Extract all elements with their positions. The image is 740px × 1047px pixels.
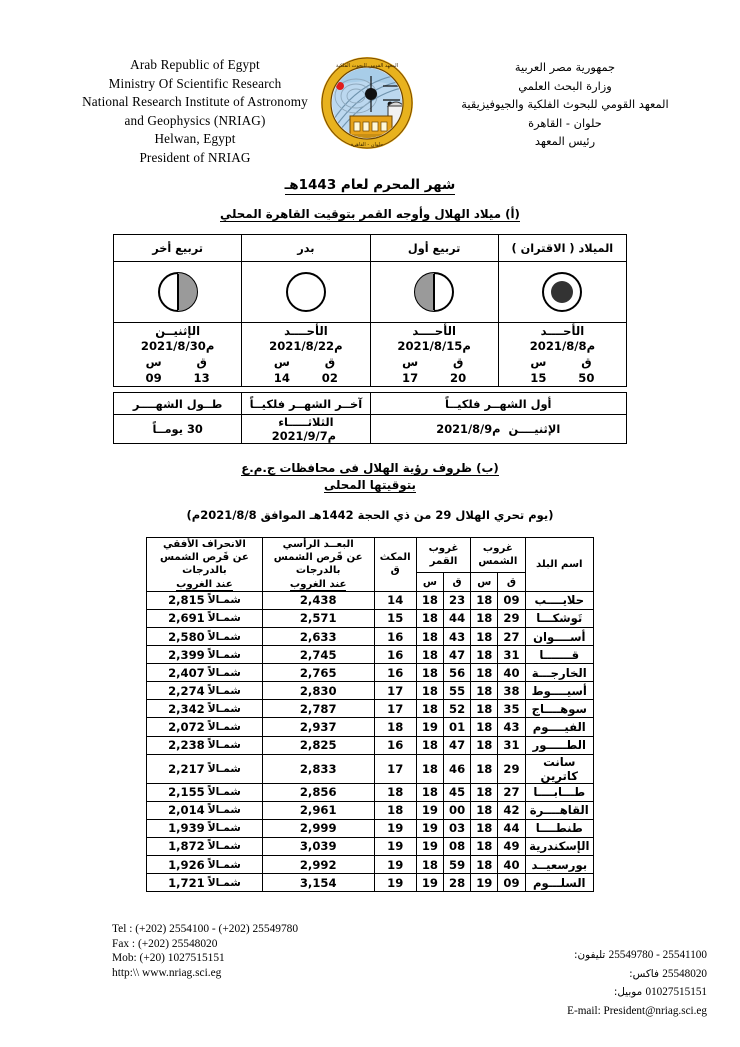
table-row bbox=[147, 646, 594, 664]
cell-city: الخارجـــة bbox=[525, 664, 593, 682]
header-arabic-block bbox=[430, 58, 700, 151]
cell-sunset-hour: 18 bbox=[471, 664, 498, 682]
cell-sunset-minute: 09 bbox=[498, 874, 525, 892]
phase-header-cell: الميلاد ( الاقتران ) bbox=[498, 235, 626, 262]
phase-date-cell bbox=[114, 323, 242, 387]
cell-moonset-hour: 18 bbox=[416, 628, 443, 646]
phase-hour: 09 bbox=[145, 371, 162, 385]
cell-moonset-hour: 18 bbox=[416, 682, 443, 700]
header-vertical-l4: عند الغروب bbox=[289, 578, 347, 590]
month-end-day: الثلاثـــــاء bbox=[278, 415, 334, 429]
cell-sunset-minute: 35 bbox=[498, 700, 525, 718]
table-row bbox=[147, 682, 594, 700]
header-ar-line: رئيس المعهد bbox=[534, 134, 596, 148]
cell-sunset-minute: 09 bbox=[498, 591, 525, 609]
section-a-title bbox=[0, 207, 740, 221]
footer-mob-ar-value: 01027515151 bbox=[645, 986, 707, 998]
cell-sunset-minute: 31 bbox=[498, 736, 525, 754]
cell-mokth: 19 bbox=[374, 874, 416, 892]
phase-minute: 20 bbox=[450, 371, 467, 385]
section-b-title-line2: بتوقيتها المحلى bbox=[324, 478, 416, 492]
cell-moonset-minute: 47 bbox=[444, 736, 471, 754]
last-quarter-moon-icon bbox=[158, 272, 198, 312]
cell-city: القاهــــرة bbox=[525, 801, 593, 819]
cell-horizontal-deviation: شمـالاً 2,072 bbox=[147, 718, 263, 736]
month-end-date: 2021/9/7م bbox=[271, 429, 336, 443]
footer-contact-arabic bbox=[567, 946, 707, 1020]
cell-sunset-hour: 18 bbox=[471, 736, 498, 754]
minute-label: ق bbox=[581, 355, 592, 369]
cell-vertical-distance: 2,571 bbox=[262, 609, 374, 627]
header-en-line: National Research Institute of Astronomy bbox=[82, 94, 308, 109]
section-b-subtitle: (يوم تحري الهلال 29 من ذي الحجة 1442هـ الموافق 2021/8/8م) bbox=[186, 508, 554, 522]
minute-label: ق bbox=[324, 355, 336, 369]
table-row bbox=[147, 628, 594, 646]
cell-city: سانت كاترين bbox=[525, 754, 593, 783]
hour-label: س bbox=[530, 355, 547, 369]
cell-moonset-minute: 44 bbox=[444, 609, 471, 627]
cell-city: أسيــــوط bbox=[525, 682, 593, 700]
cell-horizontal-deviation: شمـالاً 2,815 bbox=[147, 591, 263, 609]
cell-vertical-distance: 2,633 bbox=[262, 628, 374, 646]
header-en-line: and Geophysics (NRIAG) bbox=[124, 112, 266, 128]
phase-dayname: الأحــــد bbox=[412, 324, 456, 338]
header-en-line: Ministry Of Scientific Research bbox=[108, 75, 282, 91]
month-info-table bbox=[113, 392, 627, 444]
moon-phases-table bbox=[113, 234, 627, 387]
phase-dayname: الإثنيــن bbox=[155, 324, 201, 338]
cell-sunset-hour: 18 bbox=[471, 682, 498, 700]
hour-label: س bbox=[402, 355, 419, 369]
header-moonset-hour: س bbox=[416, 573, 443, 591]
cell-sunset-hour: 18 bbox=[471, 754, 498, 783]
cell-sunset-minute: 40 bbox=[498, 856, 525, 874]
header-ar-line: حلوان - القاهرة bbox=[528, 115, 602, 130]
cell-city: طـــابــــا bbox=[525, 783, 593, 801]
cell-sunset-hour: 18 bbox=[471, 628, 498, 646]
cell-horizontal-deviation: شمـالاً 2,155 bbox=[147, 783, 263, 801]
cell-moonset-minute: 28 bbox=[444, 874, 471, 892]
footer-tel: Tel : (+202) 2554100 - (+202) 25549780 bbox=[112, 923, 299, 935]
cell-sunset-minute: 29 bbox=[498, 609, 525, 627]
cell-moonset-minute: 46 bbox=[444, 754, 471, 783]
header-vertical-l1: البعــد الرأسي bbox=[282, 539, 354, 550]
table-row bbox=[147, 856, 594, 874]
table-row bbox=[147, 591, 594, 609]
cell-moonset-minute: 03 bbox=[444, 819, 471, 837]
cell-horizontal-deviation: شمـالاً 1,939 bbox=[147, 819, 263, 837]
month-info-value-row bbox=[114, 415, 627, 444]
cell-horizontal-deviation: شمـالاً 1,926 bbox=[147, 856, 263, 874]
cell-sunset-minute: 42 bbox=[498, 801, 525, 819]
minute-label: ق bbox=[452, 355, 464, 369]
month-start-value bbox=[370, 415, 627, 444]
cell-city: السلـــوم bbox=[525, 874, 593, 892]
cell-sunset-hour: 18 bbox=[471, 609, 498, 627]
cell-moonset-minute: 01 bbox=[444, 718, 471, 736]
moon-phases-image-row bbox=[114, 262, 627, 323]
cell-city: الفيــــوم bbox=[525, 718, 593, 736]
footer-tel-ar-value: 25549780 - 25541100 bbox=[608, 949, 707, 961]
hour-label: س bbox=[273, 355, 290, 369]
table-row bbox=[147, 664, 594, 682]
header-sunset-minute: ق bbox=[498, 573, 525, 591]
cell-moonset-hour: 18 bbox=[416, 700, 443, 718]
table-row bbox=[147, 837, 594, 855]
cell-horizontal-deviation: شمـالاً 2,217 bbox=[147, 754, 263, 783]
cell-mokth: 14 bbox=[374, 591, 416, 609]
new-moon-icon bbox=[542, 272, 582, 312]
phase-dayname: الأحــــد bbox=[284, 324, 328, 338]
month-length-label: طــول الشهــــر bbox=[114, 393, 242, 415]
hour-label: س bbox=[145, 355, 162, 369]
cell-city: بورسعيــد bbox=[525, 856, 593, 874]
footer-mob: Mob: (+20) 1027515151 bbox=[112, 952, 225, 965]
header-mokth-unit: ق bbox=[390, 565, 400, 577]
footer-mob-ar-label: موبيل: bbox=[613, 986, 643, 998]
header-ar-line: وزارة البحث العلمي bbox=[518, 78, 612, 93]
cell-sunset-hour: 18 bbox=[471, 700, 498, 718]
cell-sunset-minute: 31 bbox=[498, 646, 525, 664]
cell-vertical-distance: 2,765 bbox=[262, 664, 374, 682]
cell-mokth: 16 bbox=[374, 646, 416, 664]
cell-horizontal-deviation: شمـالاً 2,274 bbox=[147, 682, 263, 700]
cell-mokth: 19 bbox=[374, 837, 416, 855]
phase-hour: 15 bbox=[530, 371, 547, 385]
cell-vertical-distance: 2,961 bbox=[262, 801, 374, 819]
page-title-text: شهر المحرم لعام 1443هـ bbox=[284, 177, 456, 193]
cell-vertical-distance: 2,745 bbox=[262, 646, 374, 664]
cell-vertical-distance: 2,999 bbox=[262, 819, 374, 837]
data-table-header-row-1 bbox=[147, 538, 594, 573]
table-row bbox=[147, 609, 594, 627]
cell-vertical-distance: 2,856 bbox=[262, 783, 374, 801]
cell-sunset-hour: 19 bbox=[471, 874, 498, 892]
phase-image-cell bbox=[370, 262, 498, 323]
cell-city: حلايــــب bbox=[525, 591, 593, 609]
cell-moonset-minute: 00 bbox=[444, 801, 471, 819]
month-start-date: 2021/8/9م bbox=[436, 422, 501, 436]
phase-header-cell: تربيع أول bbox=[370, 235, 498, 262]
cell-vertical-distance: 2,787 bbox=[262, 700, 374, 718]
header-city: اسم البلد bbox=[525, 538, 593, 592]
cell-mokth: 19 bbox=[374, 819, 416, 837]
cell-moonset-minute: 43 bbox=[444, 628, 471, 646]
month-info-label-row bbox=[114, 393, 627, 415]
cell-horizontal-deviation: شمـالاً 2,580 bbox=[147, 628, 263, 646]
phase-minute: 02 bbox=[321, 371, 338, 385]
cell-moonset-minute: 56 bbox=[444, 664, 471, 682]
cell-city: سوهــــاج bbox=[525, 700, 593, 718]
table-row bbox=[147, 819, 594, 837]
cell-sunset-hour: 18 bbox=[471, 646, 498, 664]
header-moonset: غروب القمر bbox=[416, 538, 470, 573]
cell-mokth: 17 bbox=[374, 682, 416, 700]
header-vertical-l2: عن قَرص الشمس bbox=[273, 552, 363, 564]
footer-fax-ar-label: فاكس: bbox=[629, 967, 659, 980]
phase-header-cell: بدر bbox=[242, 235, 370, 262]
data-table-body bbox=[147, 591, 594, 891]
cell-horizontal-deviation: شمـالاً 1,872 bbox=[147, 837, 263, 855]
cell-moonset-minute: 52 bbox=[444, 700, 471, 718]
phase-hour: 17 bbox=[402, 371, 419, 385]
cell-sunset-hour: 18 bbox=[471, 819, 498, 837]
phase-image-cell bbox=[498, 262, 626, 323]
cell-vertical-distance: 2,438 bbox=[262, 591, 374, 609]
footer-mob-ar bbox=[567, 983, 707, 1002]
cell-sunset-hour: 18 bbox=[471, 783, 498, 801]
table-row bbox=[147, 783, 594, 801]
cell-moonset-minute: 47 bbox=[444, 646, 471, 664]
cell-city: طنطــــا bbox=[525, 819, 593, 837]
footer-tel-ar bbox=[567, 946, 707, 965]
phase-date-cell bbox=[370, 323, 498, 387]
cell-horizontal-deviation: شمـالاً 2,014 bbox=[147, 801, 263, 819]
cell-mokth: 16 bbox=[374, 628, 416, 646]
header-vertical-l3: بالدرجات bbox=[295, 565, 341, 577]
header-english-block bbox=[60, 56, 330, 167]
moon-phases-date-row bbox=[114, 323, 627, 387]
cell-vertical-distance: 3,039 bbox=[262, 837, 374, 855]
header-sunset-hour: س bbox=[471, 573, 498, 591]
cell-mokth: 15 bbox=[374, 609, 416, 627]
cell-moonset-minute: 23 bbox=[444, 591, 471, 609]
section-a-title-text: (أ) ميلاد الهلال وأوجه القمر بتوقيت القاهرة المحلي bbox=[220, 207, 520, 221]
footer-fax: Fax : (+202) 25548020 bbox=[112, 937, 218, 950]
cell-sunset-hour: 18 bbox=[471, 856, 498, 874]
cell-moonset-hour: 19 bbox=[416, 718, 443, 736]
cell-horizontal-deviation: شمـالاً 2,238 bbox=[147, 736, 263, 754]
cell-sunset-hour: 18 bbox=[471, 718, 498, 736]
header-horizontal-l2: عن قَرص الشمس bbox=[159, 552, 249, 564]
cell-horizontal-deviation: شمـالاً 2,691 bbox=[147, 609, 263, 627]
cell-moonset-hour: 18 bbox=[416, 754, 443, 783]
cell-horizontal-deviation: شمـالاً 2,399 bbox=[147, 646, 263, 664]
cell-moonset-hour: 19 bbox=[416, 837, 443, 855]
phase-minute: 13 bbox=[193, 371, 210, 385]
phase-dayname: الأحــــد bbox=[540, 324, 585, 338]
cell-vertical-distance: 2,992 bbox=[262, 856, 374, 874]
cell-sunset-hour: 18 bbox=[471, 837, 498, 855]
month-end-label: آخــر الشهــر فلكيــاً bbox=[242, 393, 370, 415]
cell-sunset-minute: 43 bbox=[498, 718, 525, 736]
cell-moonset-minute: 08 bbox=[444, 837, 471, 855]
cell-vertical-distance: 2,937 bbox=[262, 718, 374, 736]
cell-mokth: 17 bbox=[374, 700, 416, 718]
cell-moonset-hour: 19 bbox=[416, 801, 443, 819]
month-length-value: 30 يومــاً bbox=[114, 415, 242, 444]
phase-date-cell bbox=[498, 323, 626, 387]
first-quarter-moon-icon bbox=[414, 272, 454, 312]
table-row bbox=[147, 700, 594, 718]
month-start-label: أول الشهــر فلكيــاً bbox=[370, 393, 627, 415]
table-row bbox=[147, 718, 594, 736]
section-b-title bbox=[0, 460, 740, 494]
cell-city: الإسكندرية bbox=[525, 837, 593, 855]
document-header bbox=[0, 56, 740, 166]
cell-mokth: 16 bbox=[374, 736, 416, 754]
header-ar-line: جمهورية مصر العربية bbox=[514, 60, 616, 74]
cell-moonset-hour: 18 bbox=[416, 783, 443, 801]
moon-phases-header-row bbox=[114, 235, 627, 262]
cell-mokth: 16 bbox=[374, 664, 416, 682]
cell-sunset-minute: 40 bbox=[498, 664, 525, 682]
header-moonset-minute: ق bbox=[444, 573, 471, 591]
header-mokth-label: المكث bbox=[379, 552, 411, 564]
cell-sunset-minute: 27 bbox=[498, 628, 525, 646]
cell-moonset-minute: 59 bbox=[444, 856, 471, 874]
header-vertical-distance bbox=[262, 538, 374, 592]
cell-moonset-hour: 18 bbox=[416, 591, 443, 609]
cell-vertical-distance: 2,830 bbox=[262, 682, 374, 700]
footer-contact-english bbox=[112, 922, 298, 980]
cell-city: أســــوان bbox=[525, 628, 593, 646]
cell-horizontal-deviation: شمـالاً 2,342 bbox=[147, 700, 263, 718]
footer-fax-ar-value: 25548020 bbox=[662, 967, 707, 980]
cell-moonset-minute: 45 bbox=[444, 783, 471, 801]
page-title bbox=[0, 177, 740, 193]
table-row bbox=[147, 736, 594, 754]
section-b-title-line1: (ب) ظروف رؤية الهلال فى محافظات ج.م.ع bbox=[241, 461, 499, 475]
cell-city: الطـــــور bbox=[525, 736, 593, 754]
phase-date: 2021/8/30م bbox=[140, 339, 215, 353]
cell-moonset-hour: 18 bbox=[416, 664, 443, 682]
cell-mokth: 19 bbox=[374, 856, 416, 874]
cell-vertical-distance: 3,154 bbox=[262, 874, 374, 892]
full-moon-icon bbox=[286, 272, 326, 312]
header-en-line: President of NRIAG bbox=[139, 149, 251, 165]
cell-mokth: 18 bbox=[374, 783, 416, 801]
cell-vertical-distance: 2,833 bbox=[262, 754, 374, 783]
cell-moonset-hour: 19 bbox=[416, 874, 443, 892]
header-en-line: Helwan, Egypt bbox=[154, 131, 236, 146]
header-ar-line: المعهد القومي للبحوث الفلكية والجيوفيزيقية bbox=[461, 97, 669, 111]
minute-label: ق bbox=[196, 355, 207, 369]
table-row bbox=[147, 874, 594, 892]
phase-hour: 14 bbox=[273, 371, 290, 385]
table-row bbox=[147, 801, 594, 819]
phase-date: 2021/8/15م bbox=[397, 339, 471, 353]
cell-moonset-hour: 18 bbox=[416, 736, 443, 754]
footer-tel-ar-label: تليفون: bbox=[574, 949, 606, 961]
cell-city: قـــــــا bbox=[525, 646, 593, 664]
footer-email[interactable]: E-mail: President@nriag.sci.eg bbox=[567, 1004, 707, 1017]
header-en-line: Arab Republic of Egypt bbox=[130, 57, 260, 72]
cell-moonset-hour: 18 bbox=[416, 609, 443, 627]
cell-sunset-minute: 27 bbox=[498, 783, 525, 801]
footer-website[interactable]: http:\\ www.nriag.sci.eg bbox=[112, 966, 222, 979]
cell-sunset-hour: 18 bbox=[471, 591, 498, 609]
cell-moonset-hour: 18 bbox=[416, 856, 443, 874]
cell-sunset-hour: 18 bbox=[471, 801, 498, 819]
crescent-visibility-table bbox=[146, 537, 594, 892]
cell-mokth: 17 bbox=[374, 754, 416, 783]
cell-moonset-hour: 19 bbox=[416, 819, 443, 837]
header-horizontal-l4: عند الغروب bbox=[176, 578, 233, 590]
cell-moonset-minute: 55 bbox=[444, 682, 471, 700]
cell-sunset-minute: 49 bbox=[498, 837, 525, 855]
header-horizontal-l3: بالدرجات bbox=[182, 565, 227, 577]
phase-minute: 50 bbox=[578, 371, 595, 385]
month-end-value bbox=[242, 415, 370, 444]
cell-mokth: 18 bbox=[374, 718, 416, 736]
cell-mokth: 18 bbox=[374, 801, 416, 819]
phase-date-cell bbox=[242, 323, 370, 387]
cell-horizontal-deviation: شمـالاً 1,721 bbox=[147, 874, 263, 892]
phase-image-cell bbox=[242, 262, 370, 323]
svg-text:المعهد القومي للبحوث الفلكية: المعهد القومي للبحوث الفلكية bbox=[335, 63, 399, 69]
header-horizontal-deviation bbox=[147, 538, 263, 592]
cell-sunset-minute: 29 bbox=[498, 754, 525, 783]
svg-text:حلوان - القاهرة: حلوان - القاهرة bbox=[350, 142, 384, 148]
header-mokth bbox=[374, 538, 416, 592]
cell-vertical-distance: 2,825 bbox=[262, 736, 374, 754]
table-row bbox=[147, 754, 594, 783]
header-sunset: غروب الشمس bbox=[471, 538, 525, 573]
cell-horizontal-deviation: شمـالاً 2,407 bbox=[147, 664, 263, 682]
cell-city: تَوشكـــا bbox=[525, 609, 593, 627]
cell-sunset-minute: 38 bbox=[498, 682, 525, 700]
phase-header-cell: تربيع أخر bbox=[114, 235, 242, 262]
cell-moonset-hour: 18 bbox=[416, 646, 443, 664]
nriag-logo-icon bbox=[320, 56, 414, 150]
header-horizontal-l1: الانحراف الأفقي bbox=[162, 539, 246, 550]
phase-date: 2021/8/22م bbox=[269, 339, 343, 353]
month-start-day: الإثنيــــن bbox=[508, 422, 561, 436]
footer-fax-ar bbox=[567, 965, 707, 984]
phase-date: 2021/8/8م bbox=[529, 339, 596, 353]
phase-image-cell bbox=[114, 262, 242, 323]
cell-sunset-minute: 44 bbox=[498, 819, 525, 837]
